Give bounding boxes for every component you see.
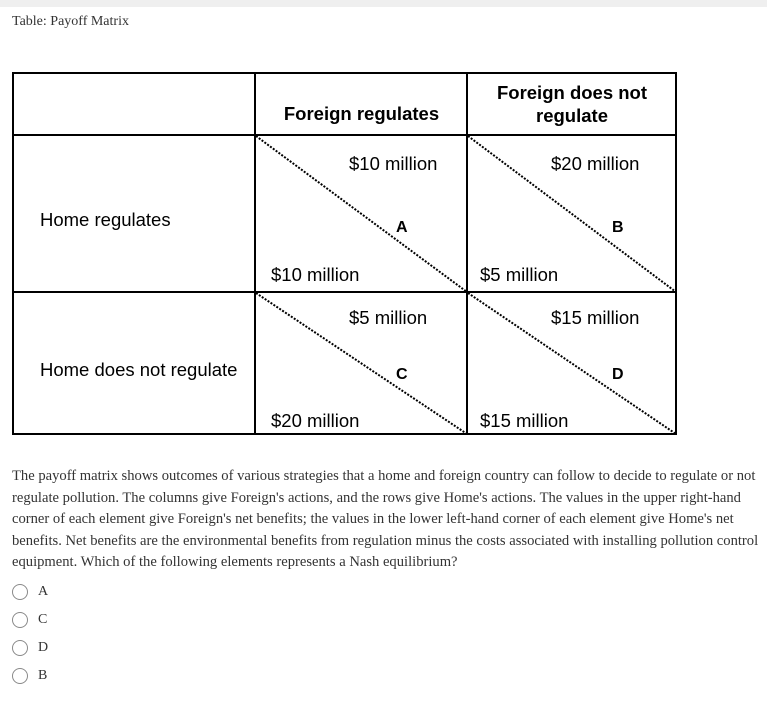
option-d[interactable]	[12, 639, 48, 657]
option-b-label: B	[38, 668, 48, 683]
top-bar	[0, 0, 767, 7]
option-c[interactable]	[12, 611, 47, 629]
option-a[interactable]	[12, 583, 48, 601]
col-header-foreign-not-regulate: Foreign does not regulate	[496, 82, 648, 126]
cell-d-foreign-value: $15 million	[551, 307, 640, 328]
cell-b-label: B	[612, 219, 624, 236]
row-header-home-not-regulate: Home does not regulate	[40, 359, 238, 380]
table-caption: Table: Payoff Matrix	[12, 14, 129, 29]
payoff-matrix	[12, 72, 677, 435]
cell-d-label: D	[612, 366, 624, 383]
cell-c-label: C	[396, 366, 408, 383]
radio-option-a[interactable]	[12, 584, 28, 600]
option-b[interactable]	[12, 667, 47, 685]
cell-d-home-value: $15 million	[480, 410, 569, 431]
row-header-home-regulates: Home regulates	[40, 209, 171, 230]
cell-a-label: A	[396, 219, 408, 236]
option-d-label: D	[38, 640, 49, 655]
cell-b-foreign-value: $20 million	[551, 153, 640, 174]
cell-a-foreign-value: $10 million	[349, 153, 438, 174]
radio-option-d[interactable]	[12, 640, 28, 656]
cell-b-home-value: $5 million	[480, 264, 559, 285]
question-text: The payoff matrix shows outcomes of various strategies that a home and foreign country can follow to decide to regulate or not regulate pollution. The columns give Foreign's actions, and the rows give Home's actions. The values in the upper right-hand corner of each element give Foreign's net benefits; the values in the lower left-hand corner of each element give Home's net benefits. Net benefits are the environmental benefits from regulation minus the costs associated with installing pollution control equipment. Which of the following elements represents a Nash equilibrium?	[12, 468, 759, 571]
option-c-label: C	[38, 612, 48, 627]
cell-c-foreign-value: $5 million	[349, 307, 428, 328]
radio-option-c[interactable]	[12, 612, 28, 628]
option-a-label: A	[38, 584, 49, 599]
cell-a-home-value: $10 million	[271, 264, 360, 285]
col-header-foreign-regulates: Foreign regulates	[283, 103, 440, 124]
cell-c-home-value: $20 million	[271, 410, 360, 431]
radio-option-b[interactable]	[12, 668, 28, 684]
